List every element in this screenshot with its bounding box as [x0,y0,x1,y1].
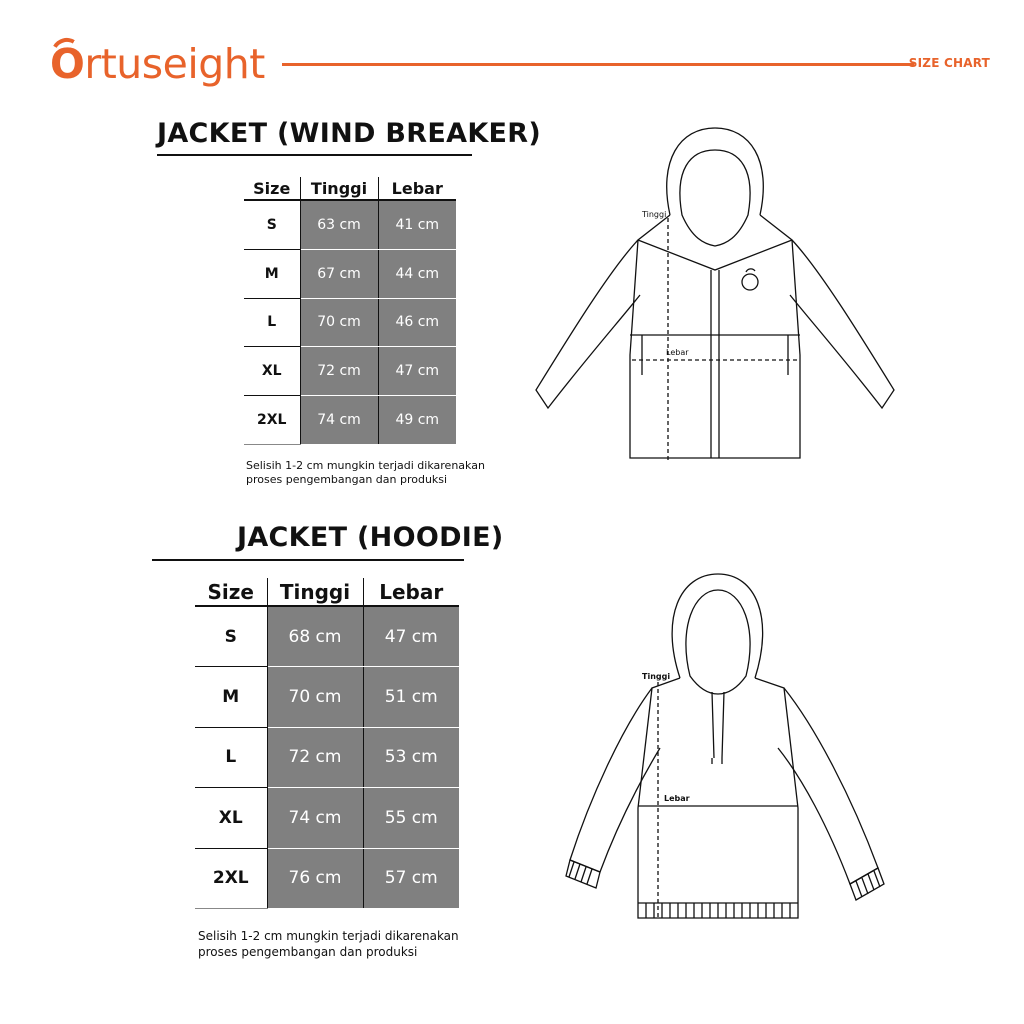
note-line: Selisih 1-2 cm mungkin terjadi dikarenakan [246,459,485,472]
note-line: proses pengembangan dan produksi [198,945,418,959]
table-header-row [195,578,459,606]
brand-logo [50,34,265,94]
lebar-cell: 49 cm [378,396,456,445]
hoodie-title-rule [152,559,464,561]
brand-logo-text: rtuseight [84,40,265,88]
table-row [195,727,459,787]
lebar-cell: 47 cm [378,347,456,396]
size-cell: 2XL [244,396,300,445]
lebar-cell: 57 cm [363,848,459,908]
table-row [195,606,459,667]
column-header-tinggi: Tinggi [300,177,378,200]
size-cell: L [244,298,300,347]
windbreaker-note [246,459,485,487]
table-row [195,667,459,727]
column-header-lebar: Lebar [363,578,459,606]
hoodie-illustration [560,568,890,924]
note-line: proses pengembangan dan produksi [246,473,448,486]
tinggi-cell: 74 cm [300,396,378,445]
lebar-cell: 51 cm [363,667,459,727]
column-header-size: Size [195,578,267,606]
column-header-size: Size [244,177,300,200]
size-cell: S [244,200,300,249]
tinggi-cell: 70 cm [300,298,378,347]
windbreaker-title: JACKET (WIND BREAKER) [157,118,542,149]
hoodie-width-label: Lebar [664,794,690,803]
table-row [195,788,459,848]
tinggi-cell: 67 cm [300,249,378,298]
lebar-cell: 55 cm [363,788,459,848]
lebar-cell: 47 cm [363,606,459,667]
lebar-cell: 44 cm [378,249,456,298]
table-row [195,848,459,908]
windbreaker-title-rule [157,154,472,156]
table-row [244,347,456,396]
windbreaker-illustration [530,120,900,470]
size-cell: 2XL [195,848,267,908]
table-row [244,396,456,445]
hoodie-size-table [195,578,459,909]
table-header-row [244,177,456,200]
lebar-cell: 46 cm [378,298,456,347]
windbreaker-size-table [244,177,456,445]
header-label: SIZE CHART [908,56,990,70]
size-cell: M [244,249,300,298]
table-row [244,249,456,298]
table-row [244,200,456,249]
tinggi-cell: 74 cm [267,788,363,848]
size-cell: XL [195,788,267,848]
size-cell: S [195,606,267,667]
windbreaker-width-label: Lebar [666,348,689,357]
tinggi-cell: 76 cm [267,848,363,908]
lebar-cell: 41 cm [378,200,456,249]
table-row [244,298,456,347]
hoodie-height-label: Tinggi [642,672,671,681]
column-header-lebar: Lebar [378,177,456,200]
tinggi-cell: 72 cm [300,347,378,396]
windbreaker-jacket-drawing [530,120,900,470]
tinggi-cell: 63 cm [300,200,378,249]
hoodie-title: JACKET (HOODIE) [237,522,504,553]
header-divider [282,63,914,66]
column-header-tinggi: Tinggi [267,578,363,606]
hoodie-note [198,928,459,960]
note-line: Selisih 1-2 cm mungkin terjadi dikarenakan [198,929,459,943]
lebar-cell: 53 cm [363,727,459,787]
tinggi-cell: 70 cm [267,667,363,727]
tinggi-cell: 68 cm [267,606,363,667]
brand-logo-mark: O [50,34,84,94]
hoodie-drawing [560,568,890,924]
windbreaker-height-label: Tinggi [642,210,667,219]
size-cell: M [195,667,267,727]
tinggi-cell: 72 cm [267,727,363,787]
size-cell: L [195,727,267,787]
size-cell: XL [244,347,300,396]
